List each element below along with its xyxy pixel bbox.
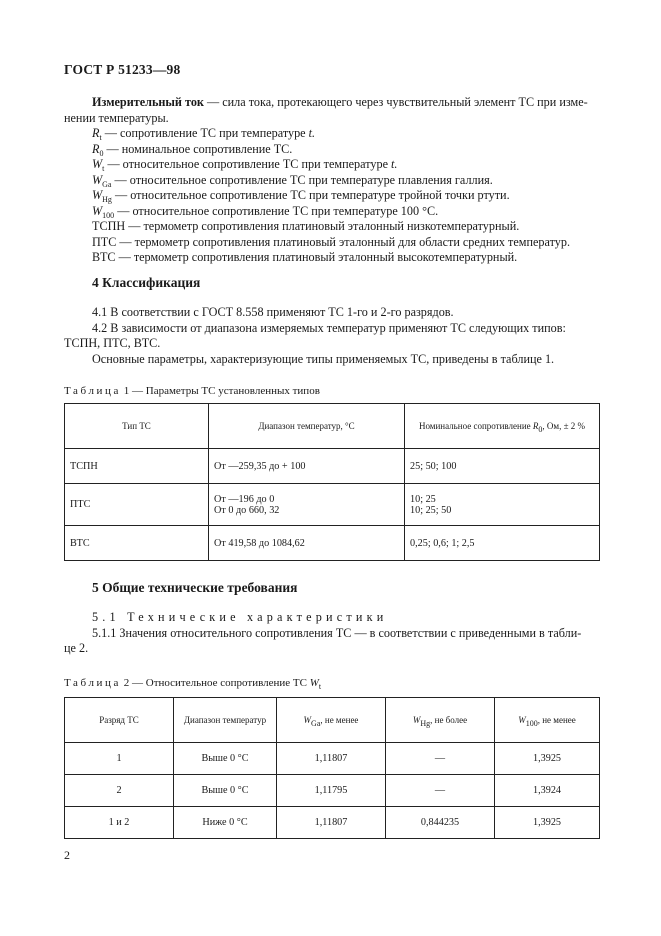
symbol-subscript: 0 [99, 148, 104, 158]
symbol-description: — относительное сопротивление ТС при температуре тройной точки ртути. [111, 188, 510, 202]
table-2-caption-subscript: t [318, 682, 322, 691]
symbol-subscript: Hg [102, 195, 112, 204]
table-2-header-wga: $W_{Ga}$, не менее [277, 698, 386, 743]
table-1-row [65, 484, 600, 526]
table-2-cell: — [386, 775, 495, 807]
table-2-header-whg: $W_{Hg}$, не более [386, 698, 495, 743]
symbol: W [92, 157, 103, 171]
symbol: W [92, 188, 103, 202]
symbol: W [92, 172, 103, 187]
table-2-cell: 1,3925 [495, 743, 600, 775]
table-2-caption-text: 2 — Относительное сопротивление ТС [121, 677, 310, 689]
table-2-cell: Выше 0 °С [174, 743, 277, 775]
abbreviation-definition: ПТС — термометр сопротивления платиновый эталонный для области средних температур. [92, 234, 570, 249]
table-2-cell: 1,3924 [495, 775, 600, 807]
symbol-description: — относительное сопротивление ТС при температуре 100 °С. [114, 203, 439, 218]
definition-text: — сила тока, протекающего через чувствительный элемент ТС при изме- [203, 95, 588, 109]
symbol-description: — относительное сопротивление ТС при температуре [104, 157, 392, 171]
table-word: Таблица [64, 385, 121, 397]
table-2-cell: 1 и 2 [65, 807, 174, 839]
table-1-header-range: Диапазон температур, °С [209, 404, 405, 449]
definition-measuring-current [64, 95, 599, 111]
symbol-subscript: t [102, 164, 105, 173]
table-2-header-class: Разряд ТС [65, 698, 174, 743]
table-1-row [65, 526, 600, 561]
section-4-title: 4 Классификация [92, 275, 201, 290]
table-word: Таблица [64, 677, 121, 689]
section-5-body [64, 610, 599, 657]
table-2-cell: Выше 0 °С [174, 775, 277, 807]
table-1-caption [64, 385, 320, 397]
symbol-definition [64, 173, 599, 189]
table-2-caption-symbol: W [309, 677, 319, 689]
table-2-cell: 1,3925 [495, 807, 600, 839]
symbol-definition [64, 126, 599, 142]
table-2-cell: 1 [65, 743, 174, 775]
clause-4-3: Основные параметры, характеризующие типы применяемых ТС, приведены в таблице 1. [92, 351, 555, 366]
table-2-header-w100: $W_{100}$, не менее [495, 698, 600, 743]
symbol-subscript: 100 [102, 210, 115, 220]
table-1-header-row [65, 404, 600, 449]
clause-5-1-1-cont: це 2. [64, 641, 89, 655]
table-2-cell: 1,11807 [277, 807, 386, 839]
symbol: W [92, 203, 103, 218]
table-1-cell: От 419,58 до 1084,62 [209, 526, 405, 561]
symbol-definition [64, 204, 599, 220]
symbol: R [92, 126, 100, 140]
definitions-block [64, 95, 599, 266]
table-2 [64, 697, 600, 839]
symbol-tail: t. [308, 126, 316, 140]
definition-continuation: нении температуры. [64, 110, 169, 125]
symbol-subscript: Ga [102, 179, 112, 189]
document-header: ГОСТ Р 51233—98 [64, 62, 181, 77]
table-1-cell: 10; 25 10; 25; 50 [405, 484, 600, 526]
table-2-cell: 0,844235 [386, 807, 495, 839]
abbreviation-definition: ТСПН — термометр сопротивления платиновый эталонный низкотемпературный. [92, 219, 520, 233]
section-4-body [64, 305, 599, 367]
clause-5-1: 5.1 Технические характеристики [92, 610, 388, 624]
table-2-cell: 1,11795 [277, 775, 386, 807]
symbol: R [92, 141, 100, 156]
table-1-cell: 0,25; 0,6; 1; 2,5 [405, 526, 600, 561]
symbol-definition [64, 142, 599, 158]
section-5-title: 5 Общие технические требования [92, 580, 298, 595]
table-1-cell: ПТС [65, 484, 209, 526]
table-2-header-range: Диапазон температур [174, 698, 277, 743]
table-2-cell: Ниже 0 °С [174, 807, 277, 839]
table-2-caption [64, 677, 321, 689]
clause-4-2-cont: ТСПН, ПТС, ВТС. [64, 336, 161, 350]
symbol-subscript: t [99, 133, 102, 142]
clause-4-1: 4.1 В соответствии с ГОСТ 8.558 применяют ТС 1-го и 2-го разрядов. [92, 305, 454, 319]
table-2-row [65, 807, 600, 839]
symbol-definition [64, 157, 599, 173]
abbreviation-list [64, 219, 599, 266]
table-1-header-type: Тип ТС [65, 404, 209, 449]
symbol-definition [64, 188, 599, 204]
table-1 [64, 403, 600, 561]
table-2-cell: 1,11807 [277, 743, 386, 775]
symbol-description: — номинальное сопротивление ТС. [103, 141, 293, 156]
table-2-header-row [65, 698, 600, 743]
symbol-description: — относительное сопротивление ТС при температуре плавления галлия. [111, 172, 493, 187]
table-2-row [65, 775, 600, 807]
table-2-row [65, 743, 600, 775]
table-1-row [65, 449, 600, 484]
table-1-cell: ТСПН [65, 449, 209, 484]
symbol-description: — сопротивление ТС при температуре [101, 126, 309, 140]
clause-5-1-1: 5.1.1 Значения относительного сопротивления ТС — в соответствии с приведенными в табли- [92, 625, 582, 640]
symbol-tail: t. [391, 157, 398, 171]
term-measuring-current: Измерительный ток [92, 95, 204, 109]
table-2-cell: 2 [65, 775, 174, 807]
table-1-cell: 25; 50; 100 [405, 449, 600, 484]
table-1-cell: ВТС [65, 526, 209, 561]
table-1-caption-text: 1 — Параметры ТС установленных типов [121, 385, 320, 397]
table-1-header-resistance: Номинальное сопротивление $R_0$, Ом, ± 2 % [405, 404, 600, 449]
page-number: 2 [64, 848, 70, 862]
table-1-cell: От —196 до 0 От 0 до 660, 32 [209, 484, 405, 526]
symbol-list [64, 126, 599, 219]
table-1-cell: От —259,35 до + 100 [209, 449, 405, 484]
clause-4-2: 4.2 В зависимости от диапазона измеряемых температур применяют ТС следующих типов: [92, 320, 566, 335]
abbreviation-definition: ВТС — термометр сопротивления платиновый эталонный высокотемпературный. [92, 250, 518, 264]
table-2-cell: — [386, 743, 495, 775]
